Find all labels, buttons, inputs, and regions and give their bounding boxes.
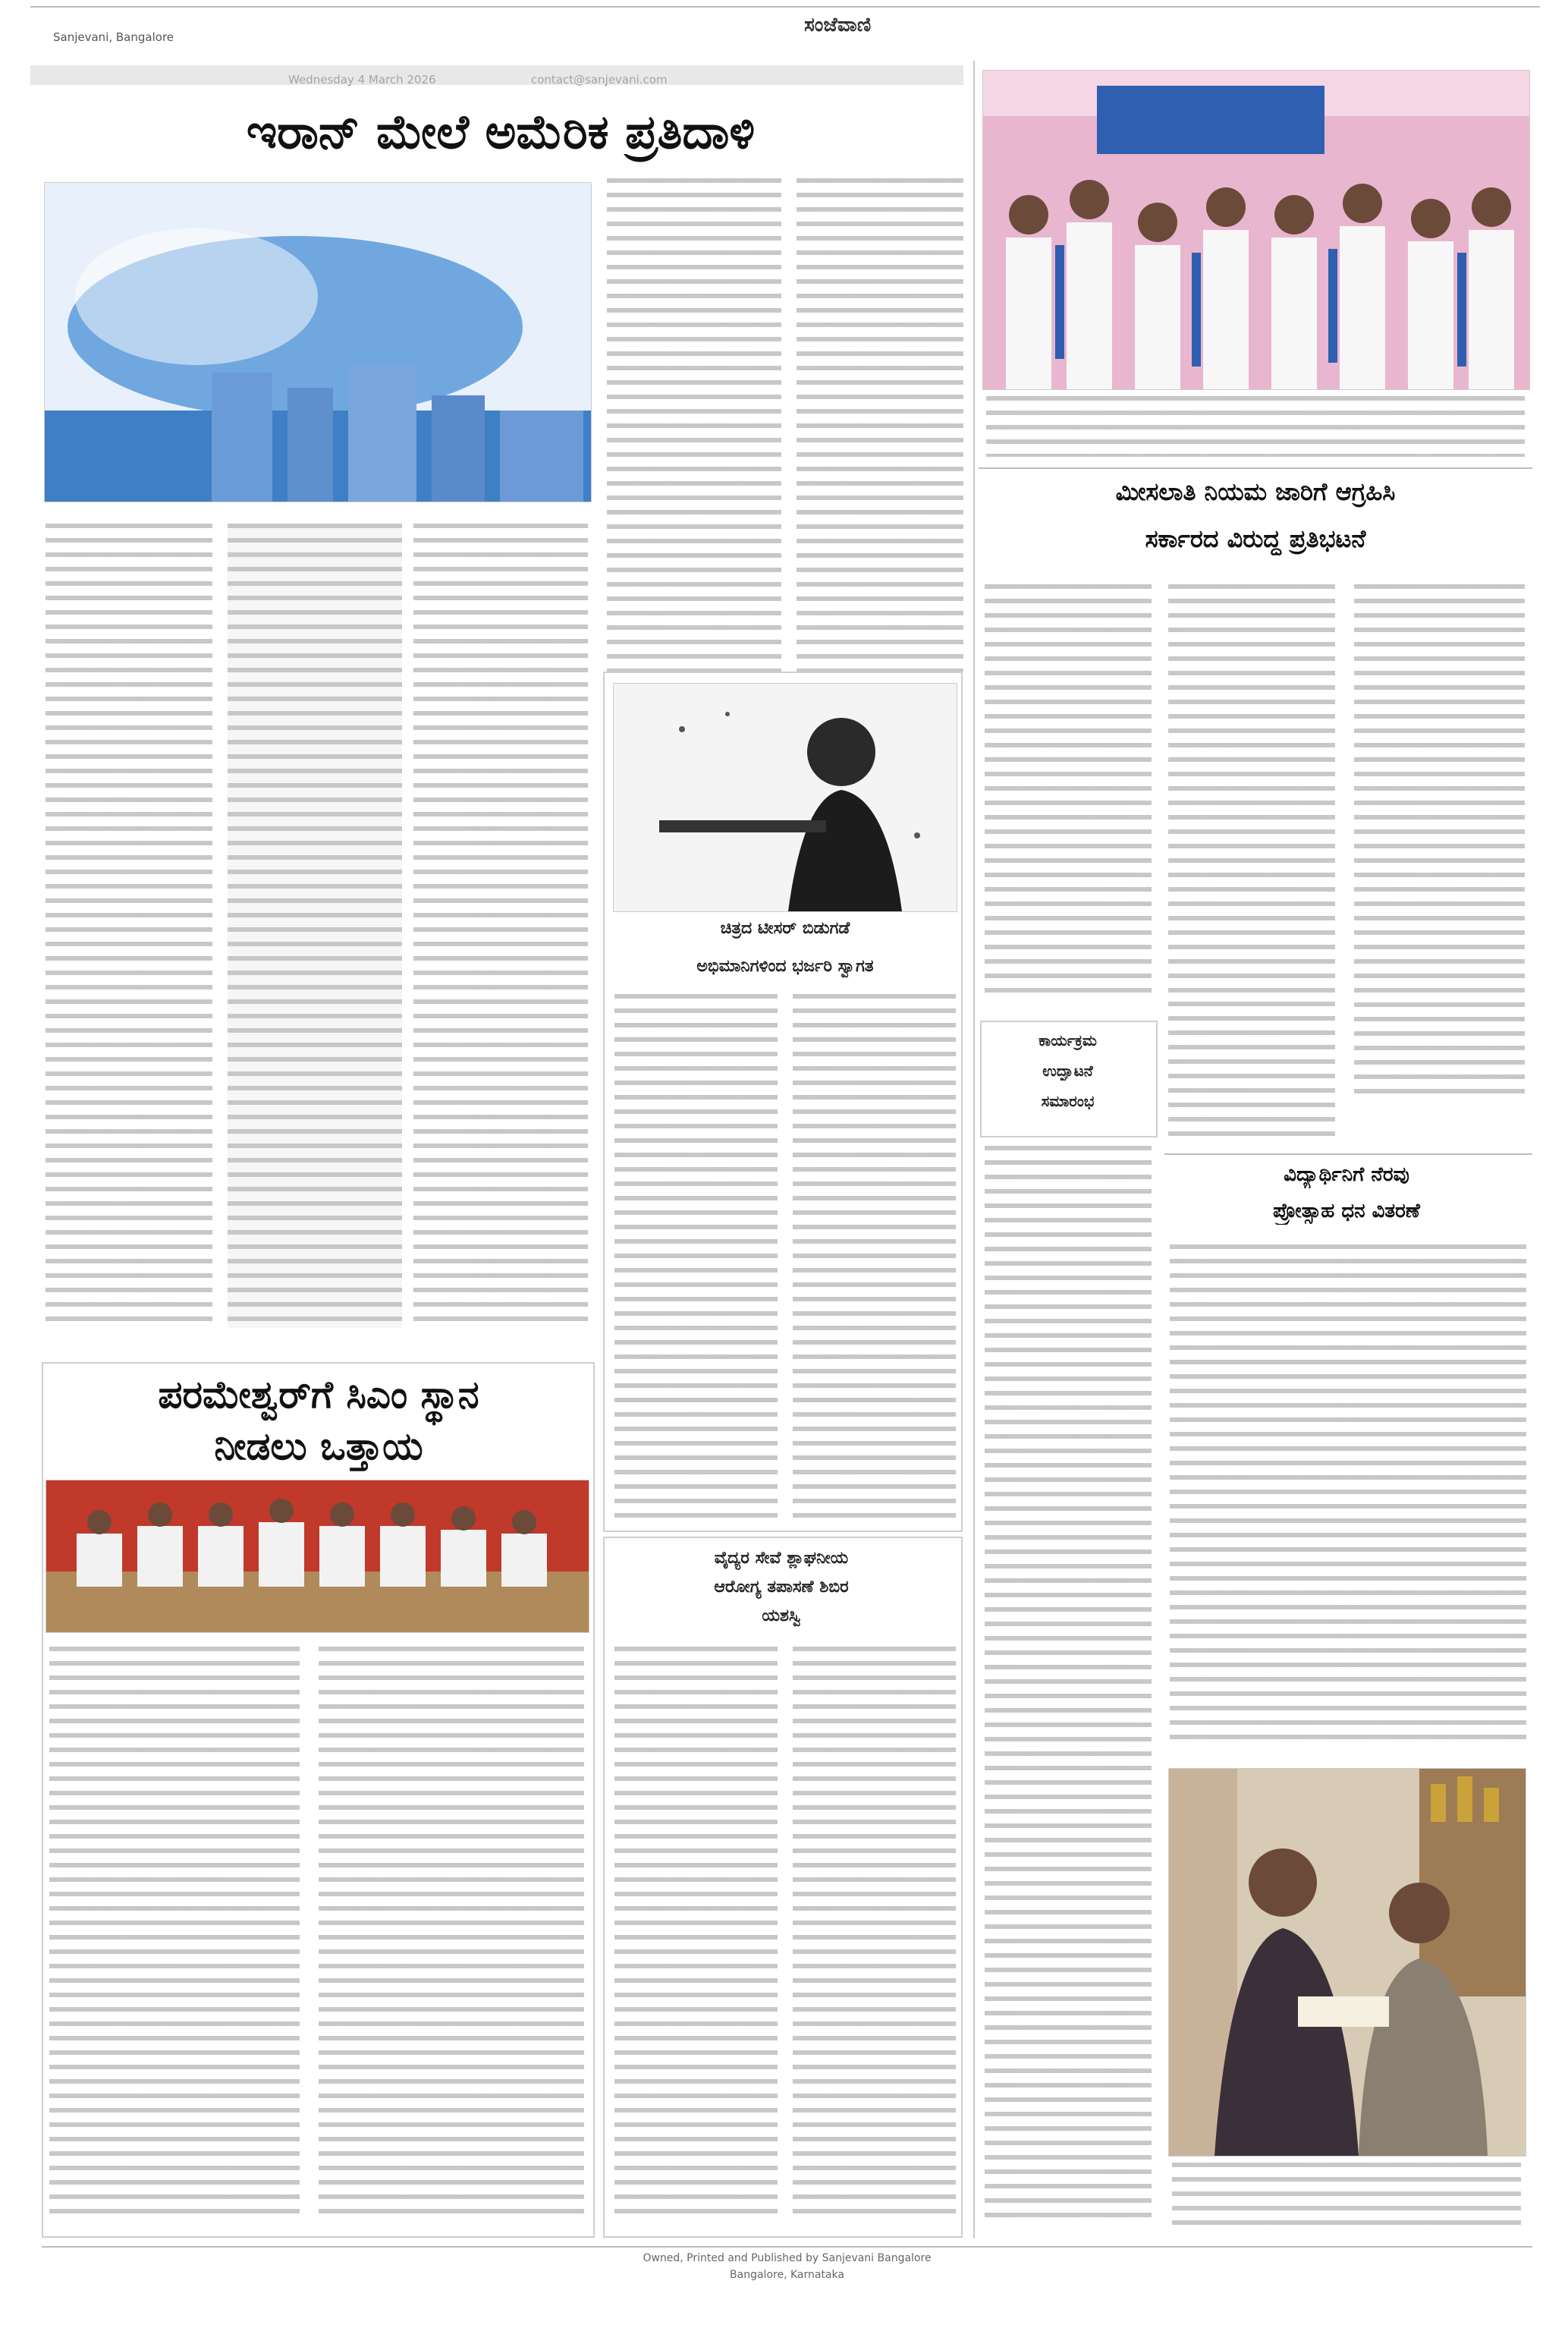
protest-photo: [982, 70, 1530, 390]
right-top-headline-1: ಮೀಸಲಾತಿ ನಿಯಮ ಜಾರಿಗೆ ಆಗ್ರಹಿಸಿ: [1115, 477, 1396, 506]
column-divider: [973, 61, 975, 2238]
masthead-left-line1: Sanjevani, Bangalore: [53, 30, 174, 44]
center-small-headline-1: ವೈದ್ಯರ ಸೇವೆ ಶ್ಲಾಘನೀಯ: [714, 1549, 849, 1568]
small-box-line1: ಕಾರ್ಯಕ್ರಮ: [1039, 1031, 1097, 1049]
top-rule: [30, 6, 1540, 8]
right-mid-headline-1: ವಿದ್ಯಾರ್ಥಿನಿಗೆ ನೆರವು: [1284, 1163, 1409, 1186]
cm-photo: [46, 1480, 589, 1633]
small-box-line3: ಸಮಾರಂಭ: [1041, 1092, 1095, 1110]
cm-text-col1: [49, 1647, 300, 2223]
right-top-headline-2: ಸರ್ಕಾರದ ವಿರುದ್ಧ ಪ್ರತಿಭಟನೆ: [1145, 524, 1366, 553]
cm-headline-1: ಪರಮೇಶ್ವರ್‌ಗೆ ಸಿಎಂ ಸ್ಥಾನ: [158, 1373, 479, 1417]
center-small-headline-2: ಆರೋಗ್ಯ ತಪಾಸಣೆ ಶಿಬಿರ: [714, 1578, 849, 1597]
masthead-logo: ಸಂಜೆವಾಣಿ: [804, 14, 872, 36]
cm-headline-2: ನೀಡಲು ಒತ್ತಾಯ: [214, 1424, 423, 1468]
lead-text-col5: [797, 178, 963, 672]
right-top-text-col1: [985, 584, 1152, 1002]
cm-text-col2: [319, 1647, 584, 2223]
center-small-headline-3: ಯಶಸ್ವಿ: [762, 1606, 801, 1625]
film-text-col1: [614, 994, 778, 1518]
lead-text-col2: [228, 524, 402, 1328]
lead-text-col1: [46, 524, 212, 1328]
film-caption-1: ಚಿತ್ರದ ಟೀಸರ್ ಬಿಡುಗಡೆ: [720, 919, 850, 938]
footer-line2: Bangalore, Karnataka: [730, 2269, 844, 2281]
center-small-text-col1: [614, 1647, 778, 2223]
right-mid-text: [1170, 1244, 1526, 1745]
right-top-rule: [979, 467, 1532, 469]
masthead-rule: [30, 65, 963, 85]
lead-text-col3: [413, 524, 588, 1328]
small-box-text: [985, 1146, 1152, 2223]
award-caption: [1172, 2163, 1521, 2231]
right-mid-rule: [1164, 1153, 1532, 1155]
footer-rule: [42, 2246, 1532, 2248]
small-box-line2: ಉದ್ಘಾಟನೆ: [1042, 1062, 1093, 1080]
film-photo: [613, 683, 957, 912]
protest-caption: [986, 396, 1525, 457]
film-caption-2: ಅಭಿಮಾನಿಗಳಿಂದ ಭರ್ಜರಿ ಸ್ವಾಗತ: [696, 957, 874, 976]
center-small-text-col2: [793, 1647, 956, 2223]
lead-headline: ಇರಾನ್ ಮೇಲೆ ಅಮೆರಿಕ ಪ್ರತಿದಾಳಿ: [246, 104, 756, 159]
right-mid-headline-2: ಪ್ರೋತ್ಸಾಹ ಧನ ವಿತರಣೆ: [1273, 1200, 1420, 1222]
award-photo: [1168, 1768, 1526, 2157]
film-text-col2: [793, 994, 956, 1518]
footer-line1: Owned, Printed and Published by Sanjevani Bangalore: [643, 2252, 932, 2264]
right-top-text-col2: [1168, 584, 1335, 994]
right-col2-lower: [1168, 1002, 1335, 1146]
lead-text-col4: [607, 178, 781, 672]
lead-photo: [44, 182, 592, 502]
right-top-text-col3: [1354, 584, 1525, 1100]
